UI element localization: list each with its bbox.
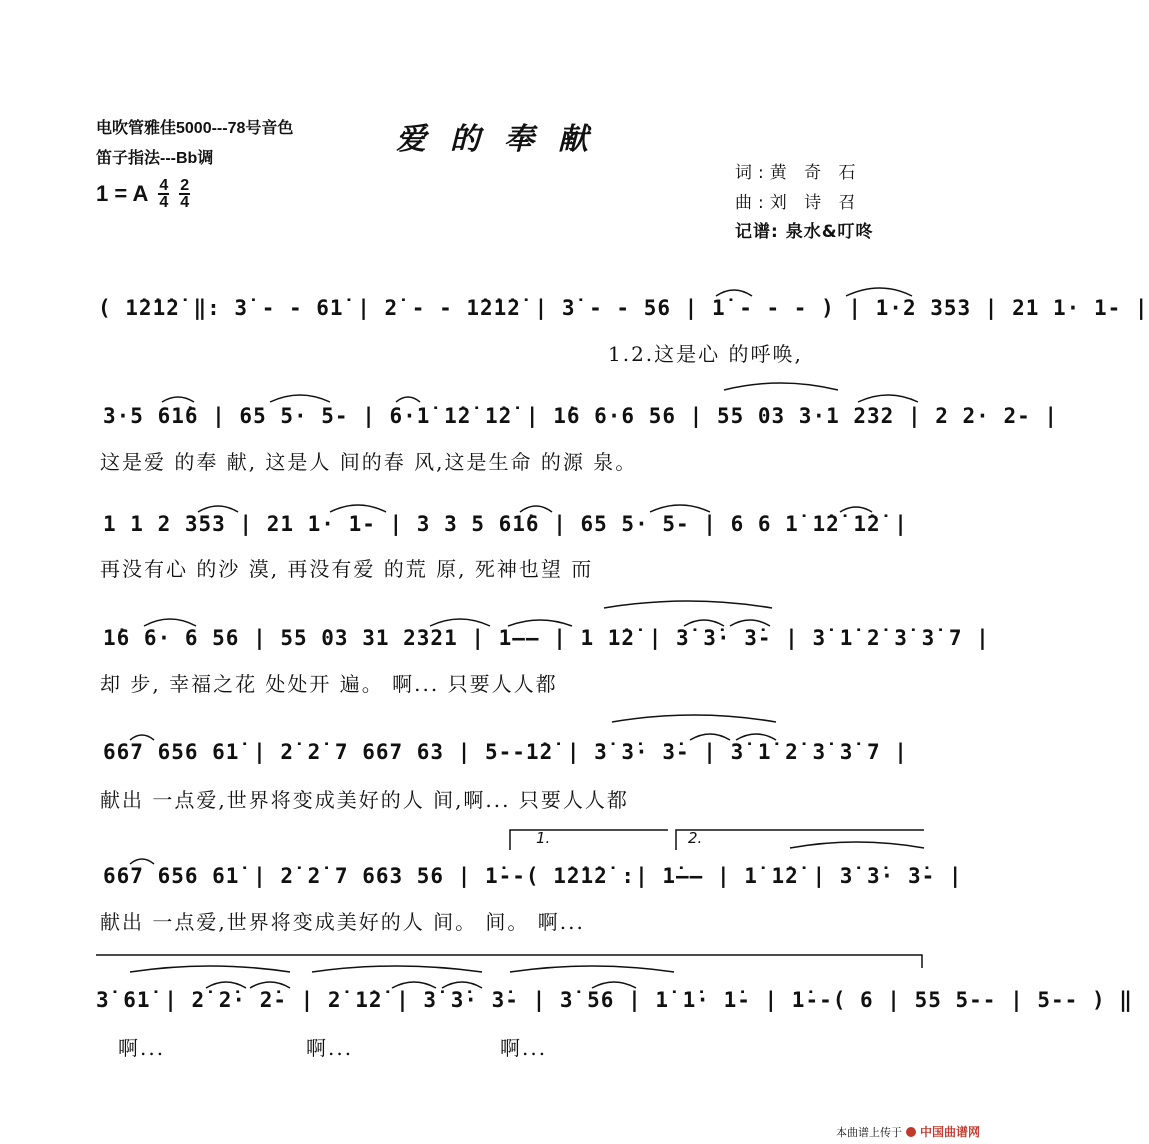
- lyrics-line-4: 却 步, 幸福之花 处处开 遍。 啊... 只要人人都: [100, 672, 558, 696]
- lyrics-line-7b: 啊...: [306, 1036, 354, 1060]
- composer-credit: 曲:刘 诗 召: [735, 193, 862, 213]
- lyrics-line-2: 这是爱 的奉 献, 这是人 间的春 风,这是生命 的源 泉。: [100, 450, 638, 474]
- footer-upload-text: 本曲谱上传于: [836, 1125, 902, 1139]
- score-system-4: 1̇6 6· 6 56 | 55 03 31 2321 | 1—— | 1 1̇2̇ | 3̇ 3̇· 3̇- | 3̇ 1̇ 2̇ 3̇ 3̇ 7 |: [103, 626, 990, 650]
- lyrics-line-1: 1.2.这是心 的呼唤,: [608, 342, 803, 366]
- instrument-info: 电吹管雅佳5000---78号音色: [96, 120, 294, 137]
- volta-1-label: 1.: [536, 829, 551, 847]
- song-title: 爱的奉献: [396, 122, 612, 157]
- fingering-info: 笛子指法---Bb调: [96, 150, 214, 167]
- key-label: 1 = A: [96, 181, 149, 206]
- footer-site-name[interactable]: 中国曲谱网: [920, 1125, 981, 1139]
- score-system-1: ( 1̇2̇1̇2̇ ‖: 3̇ - - 61̇ | 2̇ - - 1̇2̇1̇2̇ | 3̇ - - 56 | 1̇ - - - ) | 1·2 353 | 21 1· 1- |: [98, 296, 1149, 320]
- time-signature-2-4: $\frac{2}{4}$: [180, 177, 190, 211]
- lyrics-line-5: 献出 一点爱,世界将变成美好的人 间,啊... 只要人人都: [100, 788, 629, 812]
- lyrics-line-3: 再没有心 的沙 漠, 再没有爱 的荒 原, 死神也望 而: [100, 557, 594, 581]
- score-system-6: 667 656 61̇ | 2̇ 2̇ 7 663 56 | 1̇--( 1̇2̇1̇2̇ :| 1̇—— | 1̇ 1̇2̇ | 3̇ 3̇· 3̇- |: [103, 864, 963, 888]
- score-system-2: 3·5 61̇6 | 65 5· 5- | 6·1̇ 1̇2̇ 1̇2̇ | 1̇6 6·6 56 | 55 03 3·1 232 | 2 2· 2- |: [103, 404, 1059, 428]
- score-system-5: 667 656 61̇ | 2̇ 2̇ 7 667 63 | 5--1̇2̇ | 3̇ 3̇· 3̇- | 3̇ 1̇ 2̇ 3̇ 3̇ 7 |: [103, 740, 908, 764]
- volta-2-label: 2.: [688, 829, 703, 847]
- time-signature-4-4: $\frac{4}{4}$: [159, 177, 169, 211]
- transcriber-credit: 记谱: 泉水&叮咚: [735, 222, 874, 242]
- score-system-3: 1 1 2 353 | 21 1· 1- | 3 3 5 61̇6 | 65 5· 5- | 6 6 1̇ 1̇2̇ 1̇2̇ |: [103, 512, 908, 536]
- lyrics-line-7a: 啊...: [118, 1036, 166, 1060]
- lyrics-line-7c: 啊...: [500, 1036, 548, 1060]
- footer-credit: [836, 1123, 980, 1140]
- site-logo-icon: [906, 1127, 916, 1137]
- lyrics-line-6: 献出 一点爱,世界将变成美好的人 间。 间。 啊...: [100, 910, 585, 934]
- score-system-7: 3̇ 61̇ | 2̇ 2̇· 2̇- | 2̇ 1̇2̇ | 3̇ 3̇· 3̇- | 3̇ 56 | 1̇ 1̇· 1̇- | 1̇--( 6 | 55 5-- | 5-- ) ‖: [96, 988, 1133, 1012]
- lyricist-credit: 词:黄 奇 石: [735, 163, 862, 183]
